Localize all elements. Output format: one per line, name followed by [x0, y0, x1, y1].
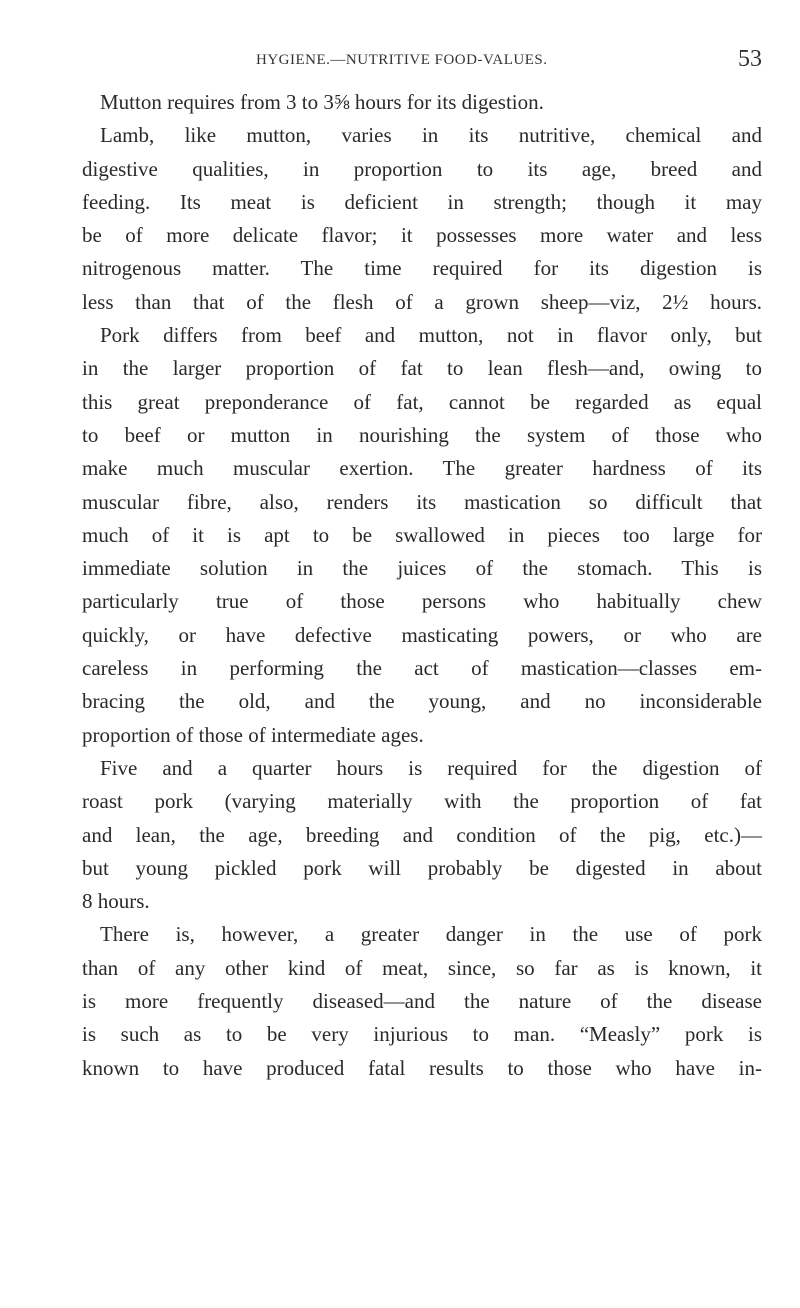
text-line: nitrogenous matter. The time required for its digestion is	[82, 256, 762, 281]
text-line: this great preponderance of fat, cannot be regarded as equal	[82, 389, 762, 414]
text-line: but young pickled pork will probably be digested in about	[82, 855, 762, 880]
text-line: immediate solution in the juices of the stomach. This is	[82, 556, 762, 581]
text-line: and lean, the age, breeding and condition of the pig, etc.)—	[82, 822, 762, 847]
running-head-title: HYGIENE.—NUTRITIVE FOOD-VALUES.	[256, 52, 548, 68]
text-line: is more frequently diseased—and the nature of the disease	[82, 989, 762, 1014]
text-line: in the larger proportion of fat to lean flesh—and, owing to	[82, 356, 762, 381]
text-line: roast pork (varying materially with the proportion of fat	[82, 789, 762, 814]
text-line: quickly, or have defective masticating powers, or who are	[82, 622, 762, 647]
text-line: Pork differs from beef and mutton, not in flavor only, but	[100, 323, 762, 348]
text-line: feeding. Its meat is deficient in strength; though it may	[82, 189, 762, 214]
text-line: Five and a quarter hours is required for the digestion of	[100, 755, 762, 780]
text-line: make much muscular exertion. The greater hardness of its	[82, 456, 762, 481]
text-line: careless in performing the act of mastication—classes em-	[82, 656, 762, 681]
text-line: Mutton requires from 3 to 3⅝ hours for its digestion.	[100, 90, 544, 114]
text-line: 8 hours.	[82, 889, 150, 914]
text-line: known to have produced fatal results to those who have in-	[82, 1055, 762, 1080]
text-line: Lamb, like mutton, varies in its nutritive, chemical and	[100, 123, 762, 148]
text-line: proportion of those of intermediate ages.	[82, 722, 424, 747]
text-line: to beef or mutton in nourishing the system of those who	[82, 422, 762, 447]
text-line: than of any other kind of meat, since, so far as is known, it	[82, 955, 762, 980]
page-number: 53	[738, 46, 762, 72]
text-line: muscular fibre, also, renders its mastication so difficult that	[82, 489, 762, 514]
body-text	[82, 86, 762, 1085]
text-line: is such as to be very injurious to man. “Measly” pork is	[82, 1022, 762, 1047]
text-line: less than that of the flesh of a grown sheep—viz, 2½ hours.	[82, 289, 762, 314]
text-line: digestive qualities, in proportion to its age, breed and	[82, 156, 762, 181]
text-line: be of more delicate flavor; it possesses more water and less	[82, 223, 762, 248]
text-line: much of it is apt to be swallowed in pieces too large for	[82, 522, 762, 547]
running-head	[82, 46, 762, 74]
text-line: There is, however, a greater danger in the use of pork	[100, 922, 762, 947]
text-line: particularly true of those persons who habitually chew	[82, 589, 762, 614]
text-line: bracing the old, and the young, and no inconsiderable	[82, 689, 762, 714]
